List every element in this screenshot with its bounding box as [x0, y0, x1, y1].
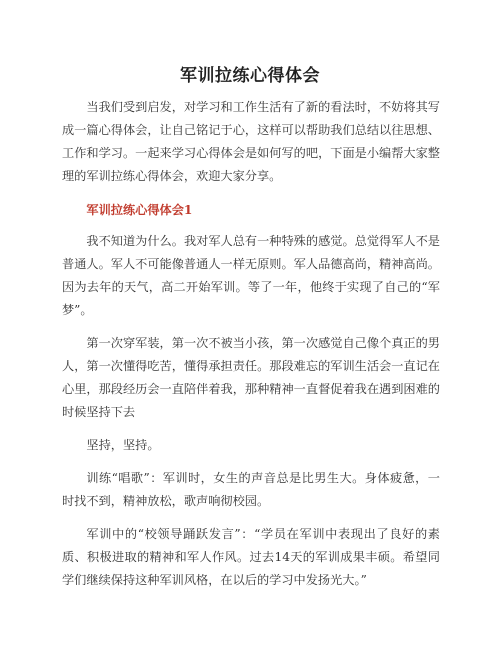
- section-heading: 军训拉练心得体会1: [86, 203, 193, 217]
- body-paragraph-4: 训练“唱歌”：军训时，女生的声音总是比男生大。身体疲惫，一时找不到，精神放松，歌声响彻校园。: [62, 471, 440, 508]
- body-paragraph-1: 我不知道为什么。我对军人总有一种特殊的感觉。总觉得军人不是普通人。军人不可能像普通人一样无原则。军人品德高尚，精神高尚。因为去年的天气，高二开始军训。等了一年，他终于实现了自己的“军梦”。: [62, 234, 440, 317]
- body-paragraph-3: 坚持，坚持。: [86, 438, 160, 452]
- body-paragraph-5: 军训中的“校领导踊跃发言”：“学员在军训中表现出了良好的素质、积极进取的精神和军人作风。过去14天的军训成果丰硕。希望同学们继续保持这种军训风格，在以后的学习中发扬光大。”: [62, 527, 440, 587]
- body-paragraph-2: 第一次穿军装，第一次不被当小孩，第一次感觉自己像个真正的男人，第一次懂得吃苦，懂得承担责任。那段难忘的军训生活会一直记在心里，那段经历会一直陪伴着我，那种精神一直督促着我在遇到困难的时候坚持下去: [62, 336, 440, 419]
- document-body: [62, 96, 440, 602]
- document-title: 军训拉练心得体会: [180, 66, 320, 86]
- intro-paragraph: 当我们受到启发，对学习和工作生活有了新的看法时，不妨将其写成一篇心得体会，让自己铭记于心，这样可以帮助我们总结以往思想、工作和学习。一起来学习心得体会是如何写的吧，下面是小编帮大家整理的军训拉练心得体会，欢迎大家分享。: [62, 100, 440, 183]
